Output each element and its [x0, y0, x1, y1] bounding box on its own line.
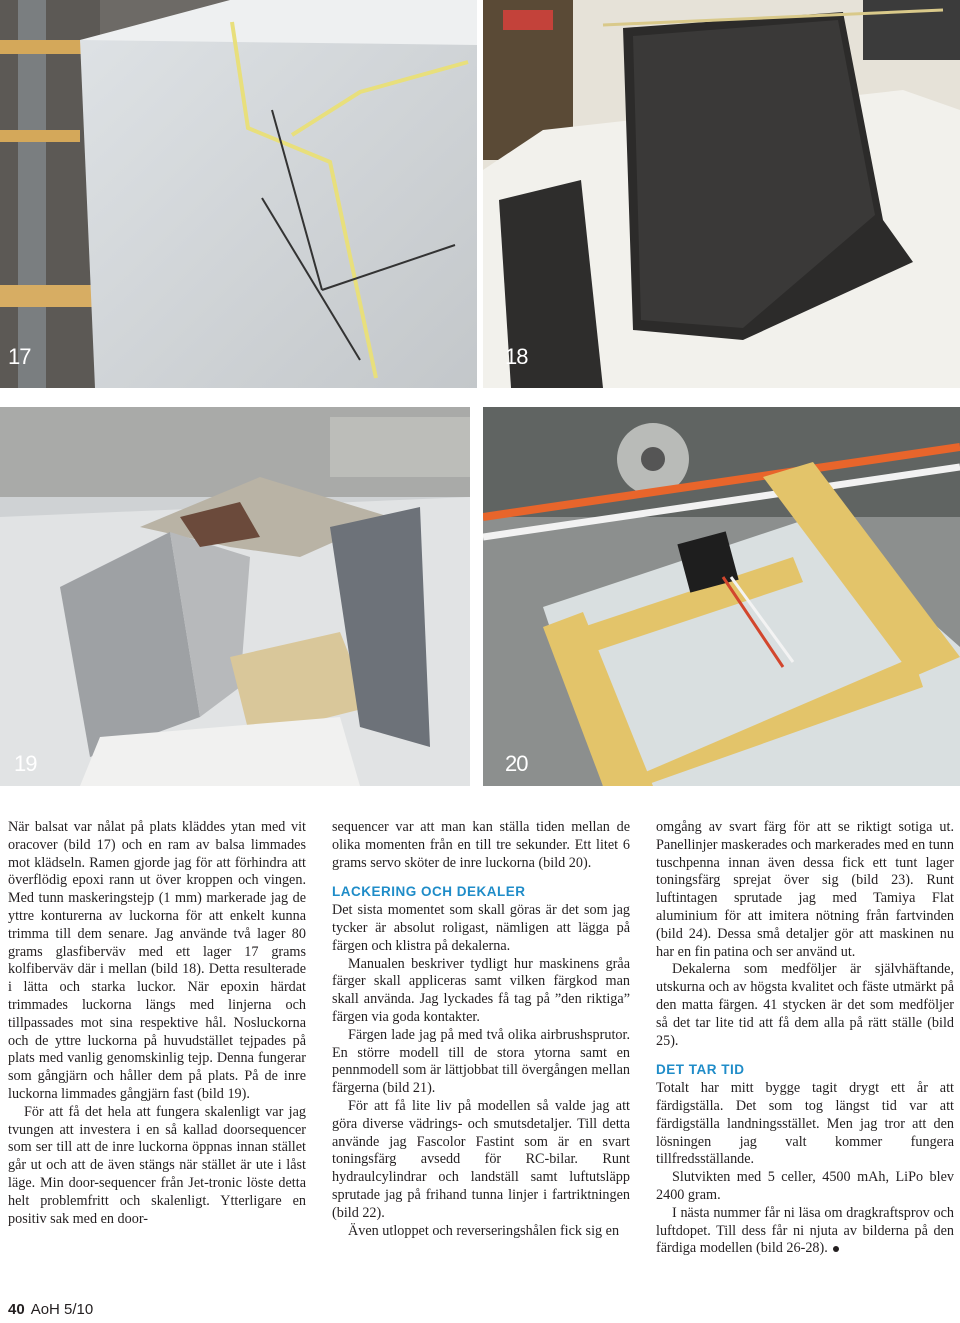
paragraph-text: I nästa nummer får ni läsa om dragkraftsprov och luftdopet. Till dess får ni njuta av bilderna på den färdiga modellen (bild 26-28).: [656, 1204, 954, 1257]
photo-17: [0, 0, 477, 388]
photo-18: [483, 0, 960, 388]
photo-20: [483, 407, 960, 786]
paragraph: Slutvikten med 5 celler, 4500 mAh, LiPo blev 2400 gram.: [656, 1169, 954, 1203]
photo-19: [0, 407, 470, 786]
text-column-1: [8, 819, 306, 1228]
paragraph: För att få det hela att fungera skalenligt var jag tvungen att investera i en så kallad doorsequencer som ser till att de inre luckorna öppnas innan stället går ut och att de även stängs när stället är ute i låst läge. Min door-sequencer från Jet-tronic löste detta helt problemfritt och skalenligt. Ytterligare en positiv sak med en door-: [8, 1103, 306, 1227]
page-footer: [8, 1301, 93, 1318]
paragraph: Även utloppet och reverseringshålen fick sig en: [348, 1222, 620, 1239]
paragraph: sequencer var att man kan ställa tiden mellan de olika momenten från en till tre sekunder. Ett litet 6 grams servo sköter de inre luckorna (bild 20).: [332, 819, 630, 871]
photo-number: 19: [14, 751, 37, 776]
magazine-issue: AoH 5/10: [30, 1301, 94, 1318]
paragraph: Dekalerna som medföljer är självhäftande, utskurna och av högsta kvalitet och fäste utmärkt på den matta färgen. 41 stycken är det som medföljer så det tar lite tid att få dem alla på rätt ställe (bild 25).: [656, 961, 954, 1049]
photo-number: 17: [8, 344, 31, 369]
paragraph: När balsat var nålat på plats kläddes ytan med vit oracover (bild 17) och en ram av balsa limmades mot klädseln. Ramen gjorde jag för att förhindra att överflödig epoxi rann ut över kroppen och vingen. Med tunn maskeringstejp (1 mm) markerade jag de yttre konturerna av luckorna för att enkelt kunna trimma till dem senare. Jag använde två lager 80 grams glasfiberväv med ett lager 17 grams kolfiberväv där i mellan (bild 18). Detta resulterade i lätta och starka luckor. När epoxin härdat trimmades luckorna längs med linjerna och tillpassades mot sina respektive hål. Nosluckorna och de yttre luckorna på huvudstället tejpades på plats med vanlig genomskinlig tejp. Denna fungerar som gångjärn och håller dem på plats. På de inre luckorna limmades gångjärn fast (bild 19).: [8, 819, 306, 1102]
section-heading: DET TAR TID: [656, 1062, 745, 1078]
end-mark-icon: [833, 1246, 839, 1252]
paragraph: Totalt har mitt bygge tagit drygt ett år att färdigställa. Det som tog längst tid var att färdigställa landningsstället. Men jag tror att den lösningen jag valt kommer fungera tillfredsställande.: [656, 1080, 954, 1168]
page-number: 40: [8, 1301, 25, 1318]
text-column-2: [332, 819, 630, 1240]
paragraph: Det sista momentet som skall göras är det som jag tycker är absolut roligast, nämligen att lägga på färgen och klistra på dekalerna.: [332, 902, 630, 954]
paragraph: Färgen lade jag på med två olika airbrushsprutor. En större modell till de stora ytorna samt en pennmodell som är lättjobbat till övergången mellan färgerna (bild 21).: [332, 1026, 630, 1097]
photo-number: 20: [505, 751, 528, 776]
text-column-3: [656, 819, 954, 1258]
paragraph: omgång av svart färg för att se riktigt sotiga ut. Panellinjer maskerades och markerades med en tunn tuschpenna innan även dessa fick ett tunt lager toningsfärg sprejat över sig (bild 23). Runt luftintagen sprutade jag med Tamiya Flat aluminium för att imitera nötning från fartvinden (bild 24). Dessa små detaljer gör att maskinen nu har en fin patina och ser använd ut.: [656, 819, 954, 960]
paragraph: Manualen beskriver tydligt hur maskinens gråa färger skall appliceras samt vilken färgkod man skall använda. Jag lyckades få tag på ”den riktiga” färgen via goda kontakter.: [332, 955, 630, 1025]
photo-number: 18: [505, 344, 528, 369]
paragraph: För att få lite liv på modellen så valde jag att göra diverse vädrings- och smutsdetaljer. Till detta använde jag Fascolor Fastint som är en svart toningsfärg avsedd för RC-bilar. Runt hydraulcylindrar och landställ samt luftutsläpp sprutade jag på frihand tunna linjer i fartriktningen (bild 22).: [332, 1097, 630, 1221]
section-heading: LACKERING OCH DEKALER: [332, 884, 526, 900]
paragraph: [656, 1205, 954, 1258]
